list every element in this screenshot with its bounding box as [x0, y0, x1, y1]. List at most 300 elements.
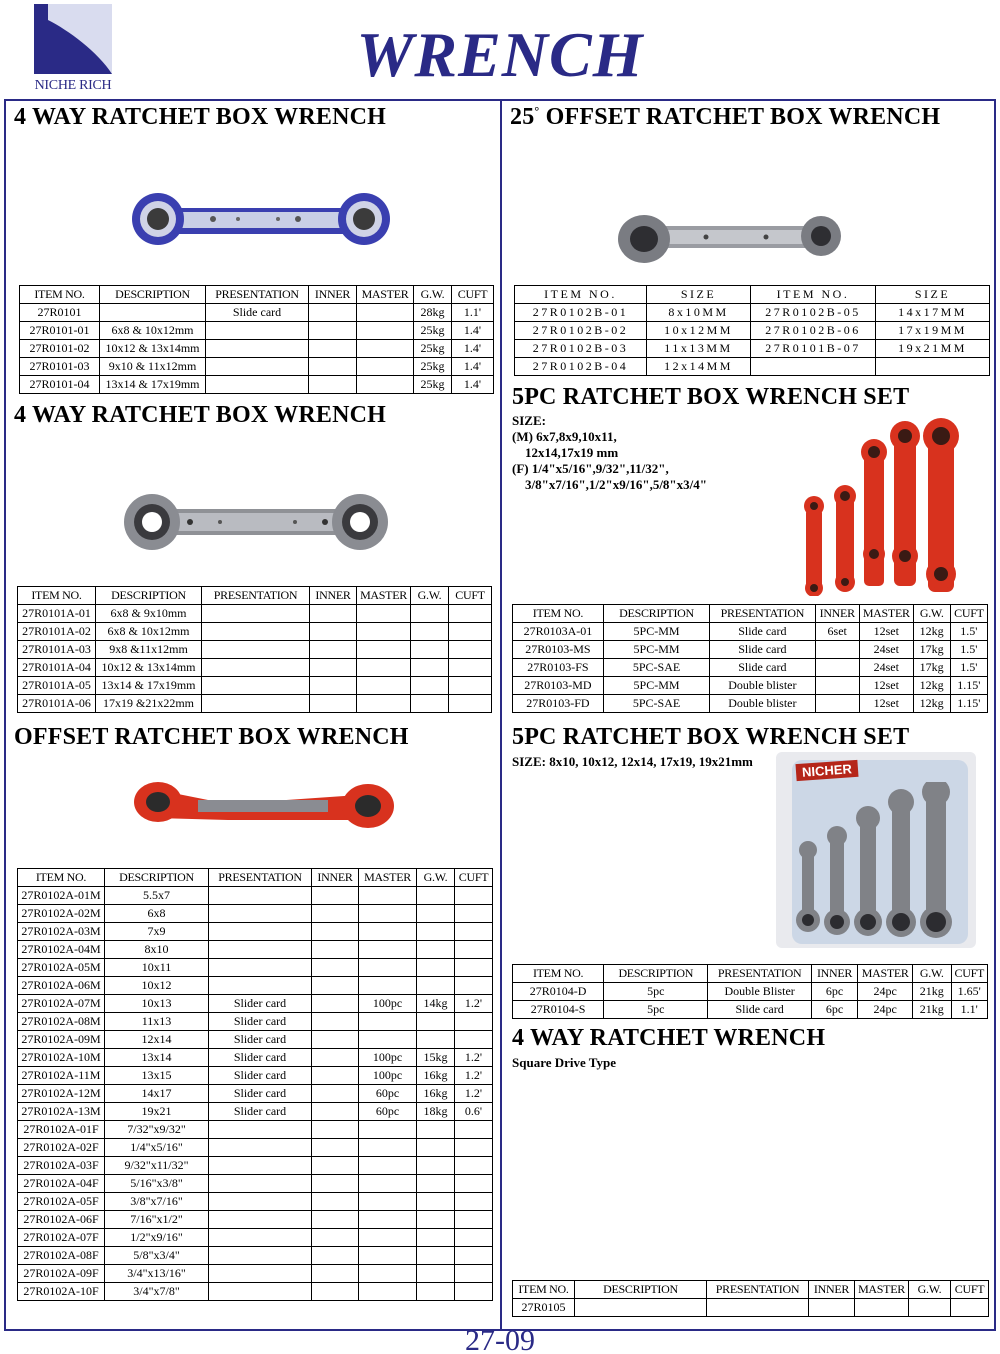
table-cell: 3/4"x13/16"	[105, 1265, 209, 1283]
table-cell: 27R0102A-05M	[18, 959, 105, 977]
table-cell: 24pc	[858, 1001, 913, 1019]
table-cell	[312, 1067, 359, 1085]
table-cell	[575, 1299, 707, 1317]
table-cell	[310, 695, 357, 713]
table-4way-ratchet	[512, 1280, 989, 1317]
table-cell	[417, 1193, 455, 1211]
page-title: WRENCH	[356, 19, 644, 90]
table-cell: 5pc	[604, 983, 708, 1001]
table-cell: 27R0101A-02	[18, 623, 96, 641]
table-row	[513, 695, 988, 713]
table-cell: 15kg	[417, 1049, 455, 1067]
table-row	[513, 623, 988, 641]
table-cell	[417, 1139, 455, 1157]
table-cell: 27R0101-03	[20, 358, 100, 376]
table-cell: 25kg	[414, 322, 452, 340]
col-inner: INNER	[309, 286, 357, 304]
table-cell	[449, 605, 492, 623]
col-gw: G.W.	[909, 1281, 951, 1299]
table-cell: 13x14	[105, 1049, 209, 1067]
table-cell	[815, 677, 859, 695]
table-row	[18, 1193, 493, 1211]
section-title-4way-ratchet: 4 WAY RATCHET WRENCH	[512, 1025, 826, 1051]
table-cell	[359, 977, 417, 995]
table-cell	[411, 659, 449, 677]
table-cell	[359, 1247, 417, 1265]
brand-badge: NICHER	[795, 760, 858, 781]
table-cell: Slide card	[708, 1001, 811, 1019]
table-cell	[455, 905, 493, 923]
table-cell: 5PC-MM	[603, 641, 709, 659]
col-presentation: PRESENTATION	[708, 965, 811, 983]
table-cell	[312, 1175, 359, 1193]
col-master: MASTER	[855, 1281, 909, 1299]
table-cell	[455, 1193, 493, 1211]
table-cell: 27R0103-MS	[513, 641, 604, 659]
table-cell	[209, 887, 312, 905]
table-cell	[312, 941, 359, 959]
table-cell	[417, 1247, 455, 1265]
table-cell: 19x21	[105, 1103, 209, 1121]
table-row	[18, 1139, 493, 1157]
table-row	[18, 1265, 493, 1283]
col-gw: G.W.	[913, 965, 951, 983]
table-cell	[209, 959, 312, 977]
size-spec-5pc-b: SIZE: 8x10, 10x12, 12x14, 17x19, 19x21mm	[512, 754, 753, 769]
table-cell	[209, 905, 312, 923]
table-cell	[312, 1049, 359, 1067]
table-cell: Slider card	[209, 1049, 312, 1067]
table-cell: 10x11	[105, 959, 209, 977]
table-cell: 14x17	[105, 1085, 209, 1103]
col-size: SIZE	[647, 286, 751, 304]
table-cell: 10x12 & 13x14mm	[100, 340, 206, 358]
col-item-no: ITEM NO.	[513, 1281, 575, 1299]
table-cell: 27R0102A-13M	[18, 1103, 105, 1121]
table-row	[18, 905, 493, 923]
table-cell	[312, 1247, 359, 1265]
table-cell: 5pc	[604, 1001, 708, 1019]
table-5pc-b	[512, 964, 988, 1019]
table-cell: 1/4"x5/16"	[105, 1139, 209, 1157]
table-cell	[455, 1211, 493, 1229]
table-cell: 1.5'	[950, 659, 987, 677]
table-cell: 13x14 & 17x19mm	[100, 376, 206, 394]
col-item-no-2: ITEM NO.	[751, 286, 876, 304]
table-cell	[417, 941, 455, 959]
col-presentation: PRESENTATION	[209, 869, 312, 887]
table-cell: 27R0101A-01	[18, 605, 96, 623]
table-row	[20, 322, 494, 340]
table-cell	[312, 1211, 359, 1229]
table-5pc-a	[512, 604, 988, 713]
table-row	[18, 995, 493, 1013]
table-cell: 6x8 & 9x10mm	[96, 605, 202, 623]
table-cell	[359, 1157, 417, 1175]
col-presentation: PRESENTATION	[202, 587, 310, 605]
table-cell: 8x10	[105, 941, 209, 959]
table-cell: 5.5x7	[105, 887, 209, 905]
table-cell: 60pc	[359, 1103, 417, 1121]
table-cell	[310, 623, 357, 641]
table-row	[515, 340, 990, 358]
table-cell	[312, 1013, 359, 1031]
degree-symbol: °	[534, 104, 540, 118]
table-cell	[312, 959, 359, 977]
col-item-no: ITEM NO.	[18, 869, 105, 887]
table-cell: 27R0101B-07	[751, 340, 876, 358]
table-cell	[359, 1121, 417, 1139]
table-cell: 27R0102B-02	[515, 322, 647, 340]
table-cell: 24set	[859, 659, 913, 677]
col-gw: G.W.	[411, 587, 449, 605]
table-cell: 27R0103-MD	[513, 677, 604, 695]
table-cell: 17x19MM	[876, 322, 990, 340]
table-cell	[312, 1103, 359, 1121]
col-cuft: CUFT	[449, 587, 492, 605]
title-number: 25	[510, 104, 535, 130]
table-cell	[951, 1299, 989, 1317]
table-cell: 27R0102A-11M	[18, 1067, 105, 1085]
table-cell	[417, 959, 455, 977]
table-cell	[202, 695, 310, 713]
table-cell: 27R0103-FD	[513, 695, 604, 713]
table-cell	[876, 358, 990, 376]
table-cell: 12kg	[913, 677, 950, 695]
table-row	[515, 304, 990, 322]
table-cell: 27R0102A-07F	[18, 1229, 105, 1247]
table-cell	[449, 623, 492, 641]
table-row	[20, 304, 494, 322]
table-cell: 9x8 &11x12mm	[96, 641, 202, 659]
table-cell: 1.4'	[452, 358, 494, 376]
table-cell	[312, 1283, 359, 1301]
table-cell	[455, 1265, 493, 1283]
table-row	[18, 1013, 493, 1031]
table-cell: 7/32"x9/32"	[105, 1121, 209, 1139]
col-inner: INNER	[809, 1281, 855, 1299]
table-cell: 100pc	[359, 1067, 417, 1085]
table-cell: 11x13	[105, 1013, 209, 1031]
table-cell	[206, 340, 309, 358]
table-cell	[417, 1265, 455, 1283]
table-cell: 5PC-MM	[603, 677, 709, 695]
table-cell: Slider card	[209, 1013, 312, 1031]
table-cell	[209, 1175, 312, 1193]
table-cell: 1.4'	[452, 340, 494, 358]
table-cell: 27R0103A-01	[513, 623, 604, 641]
table-cell	[411, 677, 449, 695]
table-cell	[449, 677, 492, 695]
page-number: 27-09	[465, 1324, 535, 1354]
table-row	[513, 983, 988, 1001]
table-cell: 1.2'	[455, 1049, 493, 1067]
table-cell	[359, 1211, 417, 1229]
table-cell: 0.6'	[455, 1103, 493, 1121]
wrench-4way-silver-image	[120, 492, 392, 552]
table-cell: 1.4'	[452, 376, 494, 394]
table-cell: 14x17MM	[876, 304, 990, 322]
table-row	[20, 340, 494, 358]
table-cell: 27R0101-02	[20, 340, 100, 358]
table-cell: 27R0102A-10F	[18, 1283, 105, 1301]
table-cell: 10x12 & 13x14mm	[96, 659, 202, 677]
table-cell: Slider card	[209, 995, 312, 1013]
table-cell: 60pc	[359, 1085, 417, 1103]
table-cell: 27R0101A-04	[18, 659, 96, 677]
col-presentation: PRESENTATION	[707, 1281, 809, 1299]
col-item-no: ITEM NO.	[513, 965, 604, 983]
table-cell	[359, 1013, 417, 1031]
table-row	[18, 1085, 493, 1103]
table-cell	[202, 641, 310, 659]
table-cell	[455, 959, 493, 977]
table-cell	[357, 358, 414, 376]
table-cell	[417, 1175, 455, 1193]
table-cell	[312, 887, 359, 905]
table-cell: 1.5'	[950, 641, 987, 659]
table-cell	[455, 1013, 493, 1031]
table-row	[18, 1103, 493, 1121]
table-cell: 27R0105	[513, 1299, 575, 1317]
table-cell: 27R0101	[20, 304, 100, 322]
table-cell: 27R0102A-04F	[18, 1175, 105, 1193]
col-inner: INNER	[811, 965, 858, 983]
table-cell	[359, 887, 417, 905]
wrench-set-grey-icon	[790, 782, 966, 942]
table-cell	[359, 1193, 417, 1211]
table-row	[18, 1229, 493, 1247]
col-size-2: SIZE	[876, 286, 990, 304]
table-cell	[359, 905, 417, 923]
table-cell: 1.5'	[950, 623, 987, 641]
table-cell	[312, 1157, 359, 1175]
table-cell: 27R0101A-05	[18, 677, 96, 695]
table-cell	[449, 695, 492, 713]
table-cell: 7x9	[105, 923, 209, 941]
table-cell	[309, 304, 357, 322]
table-row	[515, 322, 990, 340]
table-cell: 27R0102A-02M	[18, 905, 105, 923]
table-cell: 27R0102A-03F	[18, 1157, 105, 1175]
table-cell: 27R0103-FS	[513, 659, 604, 677]
table-cell: 27R0101A-03	[18, 641, 96, 659]
table-cell	[815, 641, 859, 659]
col-description: DESCRIPTION	[603, 605, 709, 623]
col-cuft: CUFT	[951, 965, 988, 983]
table-cell	[312, 1193, 359, 1211]
table-cell: 3/4"x7/8"	[105, 1283, 209, 1301]
section-title-4way-b: 4 WAY RATCHET BOX WRENCH	[14, 402, 386, 428]
col-description: DESCRIPTION	[604, 965, 708, 983]
table-cell	[455, 941, 493, 959]
table-cell	[417, 1211, 455, 1229]
wrench-4way-blue-image	[128, 192, 393, 250]
table-row	[18, 977, 493, 995]
table-cell	[312, 905, 359, 923]
table-cell: 8x10MM	[647, 304, 751, 322]
table-cell: Slide card	[710, 641, 815, 659]
table-cell	[309, 376, 357, 394]
table-25-offset	[514, 285, 990, 376]
table-cell	[309, 358, 357, 376]
table-cell	[312, 995, 359, 1013]
table-cell	[312, 1139, 359, 1157]
table-cell: Slider card	[209, 1085, 312, 1103]
table-cell: Double blister	[710, 677, 815, 695]
table-cell: 13x14 & 17x19mm	[96, 677, 202, 695]
section-title-4way-a: 4 WAY RATCHET BOX WRENCH	[14, 104, 386, 130]
table-cell: 1/2"x9/16"	[105, 1229, 209, 1247]
table-cell: 1.2'	[455, 995, 493, 1013]
table-cell: Slide card	[710, 623, 815, 641]
col-item-no: ITEM NO.	[515, 286, 647, 304]
table-cell: 17x19 &21x22mm	[96, 695, 202, 713]
table-cell	[417, 1157, 455, 1175]
table-cell: 10x12MM	[647, 322, 751, 340]
table-cell: 27R0102A-07M	[18, 995, 105, 1013]
table-row	[18, 941, 493, 959]
table-cell: 12set	[859, 677, 913, 695]
table-cell: 5PC-SAE	[603, 695, 709, 713]
table-cell: 27R0102A-01F	[18, 1121, 105, 1139]
table-cell: 16kg	[417, 1085, 455, 1103]
table-cell	[449, 659, 492, 677]
table-cell: 19x21MM	[876, 340, 990, 358]
table-cell	[312, 1031, 359, 1049]
table-cell	[209, 977, 312, 995]
table-cell: 27R0102A-06M	[18, 977, 105, 995]
table-cell	[417, 1013, 455, 1031]
col-description: DESCRIPTION	[105, 869, 209, 887]
table-cell	[417, 977, 455, 995]
table-cell	[209, 1229, 312, 1247]
table-cell	[357, 623, 411, 641]
table-cell: 17kg	[913, 659, 950, 677]
table-cell	[202, 677, 310, 695]
table-cell: 5PC-SAE	[603, 659, 709, 677]
table-row	[513, 1001, 988, 1019]
table-cell: Slide card	[206, 304, 309, 322]
table-cell: Slide card	[710, 659, 815, 677]
table-cell	[815, 695, 859, 713]
table-row	[513, 1299, 989, 1317]
table-cell	[310, 641, 357, 659]
table-cell: 25kg	[414, 376, 452, 394]
table-cell	[455, 1229, 493, 1247]
table-cell: 1.1'	[951, 1001, 988, 1019]
table-cell	[357, 677, 411, 695]
table-4way-b	[17, 586, 492, 713]
table-cell: 27R0104-S	[513, 1001, 604, 1019]
logo-text: NICHE RICH	[34, 78, 112, 93]
table-cell: 27R0102A-09F	[18, 1265, 105, 1283]
table-row	[18, 1175, 493, 1193]
table-cell	[357, 659, 411, 677]
table-row	[18, 1247, 493, 1265]
table-row	[513, 659, 988, 677]
table-cell: 27R0102A-10M	[18, 1049, 105, 1067]
table-cell	[312, 1265, 359, 1283]
table-cell	[411, 605, 449, 623]
table-cell: 27R0102A-05F	[18, 1193, 105, 1211]
table-cell: 6set	[815, 623, 859, 641]
table-cell: 17kg	[913, 641, 950, 659]
col-master: MASTER	[357, 286, 414, 304]
table-cell: 27R0101-01	[20, 322, 100, 340]
column-divider	[500, 99, 502, 1331]
table-cell: 6x8	[105, 905, 209, 923]
table-header-row	[515, 286, 990, 304]
table-cell: 27R0102A-08F	[18, 1247, 105, 1265]
table-cell	[312, 1229, 359, 1247]
table-cell: 12kg	[913, 695, 950, 713]
wrench-offset-red-image	[128, 776, 398, 836]
table-cell: 1.2'	[455, 1067, 493, 1085]
table-cell: 27R0102A-04M	[18, 941, 105, 959]
table-cell: 7/16"x1/2"	[105, 1211, 209, 1229]
table-cell	[417, 923, 455, 941]
table-cell: 24pc	[858, 983, 913, 1001]
table-cell	[417, 905, 455, 923]
col-master: MASTER	[859, 605, 913, 623]
table-row	[18, 887, 493, 905]
table-row	[18, 1067, 493, 1085]
col-description: DESCRIPTION	[100, 286, 206, 304]
col-cuft: CUFT	[950, 605, 987, 623]
section-title-5pc-a: 5PC RATCHET BOX WRENCH SET	[512, 384, 910, 410]
table-cell	[202, 659, 310, 677]
table-cell	[357, 322, 414, 340]
table-cell: 27R0102B-03	[515, 340, 647, 358]
table-cell: 27R0102B-05	[751, 304, 876, 322]
table-cell: 1.15'	[950, 677, 987, 695]
table-cell	[312, 977, 359, 995]
table-row	[515, 358, 990, 376]
wrench-set-red-image	[796, 416, 968, 596]
table-row	[18, 605, 492, 623]
table-cell: 25kg	[414, 358, 452, 376]
wrench-25-offset-image	[616, 212, 842, 264]
col-gw: G.W.	[417, 869, 455, 887]
table-cell: 27R0102A-02F	[18, 1139, 105, 1157]
table-cell: 12kg	[913, 623, 950, 641]
table-cell	[359, 1229, 417, 1247]
table-cell	[206, 376, 309, 394]
table-cell	[209, 1211, 312, 1229]
table-cell: 16kg	[417, 1067, 455, 1085]
table-cell	[359, 959, 417, 977]
table-cell	[455, 1157, 493, 1175]
title-rest: OFFSET RATCHET BOX WRENCH	[539, 104, 941, 130]
table-cell: 27R0102A-03M	[18, 923, 105, 941]
table-header-row	[18, 869, 493, 887]
table-cell	[312, 1085, 359, 1103]
table-cell: 10x13	[105, 995, 209, 1013]
table-cell: 14kg	[417, 995, 455, 1013]
table-row	[18, 623, 492, 641]
col-cuft: CUFT	[951, 1281, 989, 1299]
table-row	[513, 677, 988, 695]
col-master: MASTER	[359, 869, 417, 887]
table-cell: 27R0102A-01M	[18, 887, 105, 905]
table-cell: 27R0102A-06F	[18, 1211, 105, 1229]
table-cell: 1.1'	[452, 304, 494, 322]
table-cell: 6x8 & 10x12mm	[100, 322, 206, 340]
col-master: MASTER	[858, 965, 913, 983]
table-cell: 27R0102A-08M	[18, 1013, 105, 1031]
col-gw: G.W.	[414, 286, 452, 304]
